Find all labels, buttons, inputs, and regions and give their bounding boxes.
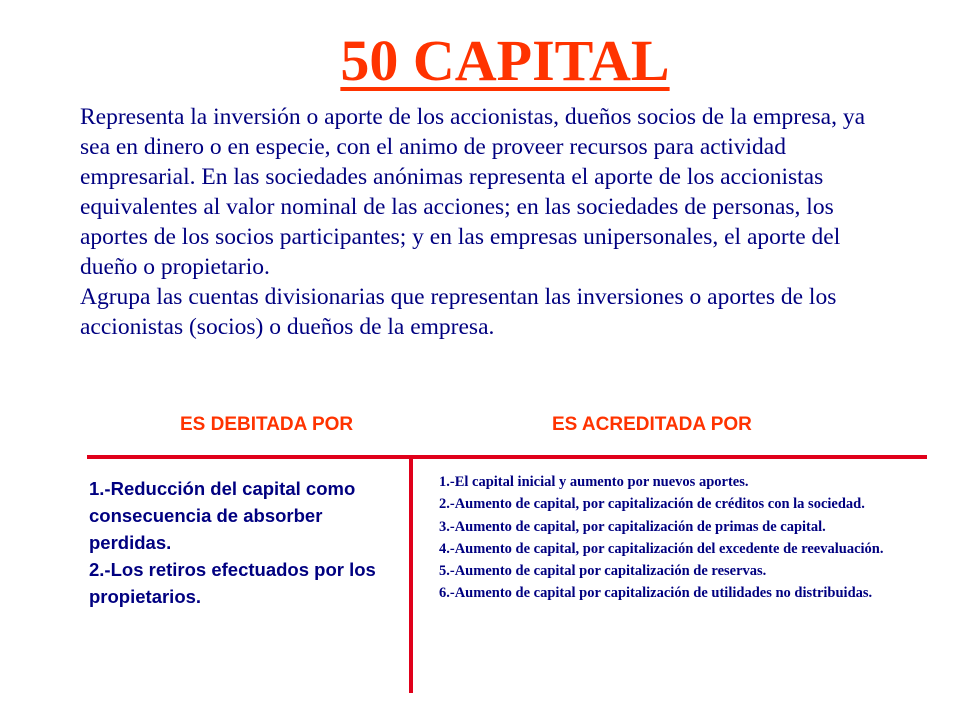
account-description bbox=[80, 102, 900, 342]
credit-item: 6.-Aumento de capital por capitalización de utilidades no distribuidas. bbox=[439, 585, 873, 602]
debit-item: 2.-Los retiros efectuados por los propietarios. bbox=[89, 559, 376, 607]
credit-list bbox=[439, 471, 939, 605]
page-title: 50 CAPITAL bbox=[340, 28, 670, 93]
description-paragraph-2: Agrupa las cuentas divisionarias que representan las inversiones o aportes de los accionistas (socios) o dueños de la empresa. bbox=[80, 284, 837, 340]
t-account-horizontal-rule bbox=[87, 455, 927, 459]
credit-item: 4.-Aumento de capital, por capitalización del excedente de reevaluación. bbox=[439, 540, 884, 557]
credit-item: 1.-El capital inicial y aumento por nuevos aportes. bbox=[439, 474, 749, 490]
description-paragraph-1: Representa la inversión o aporte de los accionistas, dueños socios de la empresa, ya sea en dinero o en especie, con el animo de proveer recursos para actividad empresarial. En las sociedades anónimas representa el aporte de los accionistas equivalentes al valor nominal de las acciones; en las sociedades de personas, los aportes de los socios participantes; y en las empresas unipersonales, el aporte del dueño o propietario. bbox=[80, 104, 866, 280]
debit-heading: ES DEBITADA POR bbox=[180, 414, 354, 435]
credit-item: 5.-Aumento de capital por capitalización de reservas. bbox=[439, 563, 767, 580]
debit-item: 1.-Reducción del capital como consecuencia de absorber perdidas. bbox=[89, 478, 356, 553]
t-account-vertical-rule bbox=[409, 455, 413, 693]
debit-list bbox=[89, 475, 389, 610]
credit-item: 3.-Aumento de capital, por capitalización de primas de capital. bbox=[439, 518, 826, 535]
credit-item: 2.-Aumento de capital, por capitalización de créditos con la sociedad. bbox=[439, 496, 865, 513]
credit-heading: ES ACREDITADA POR bbox=[552, 414, 752, 435]
